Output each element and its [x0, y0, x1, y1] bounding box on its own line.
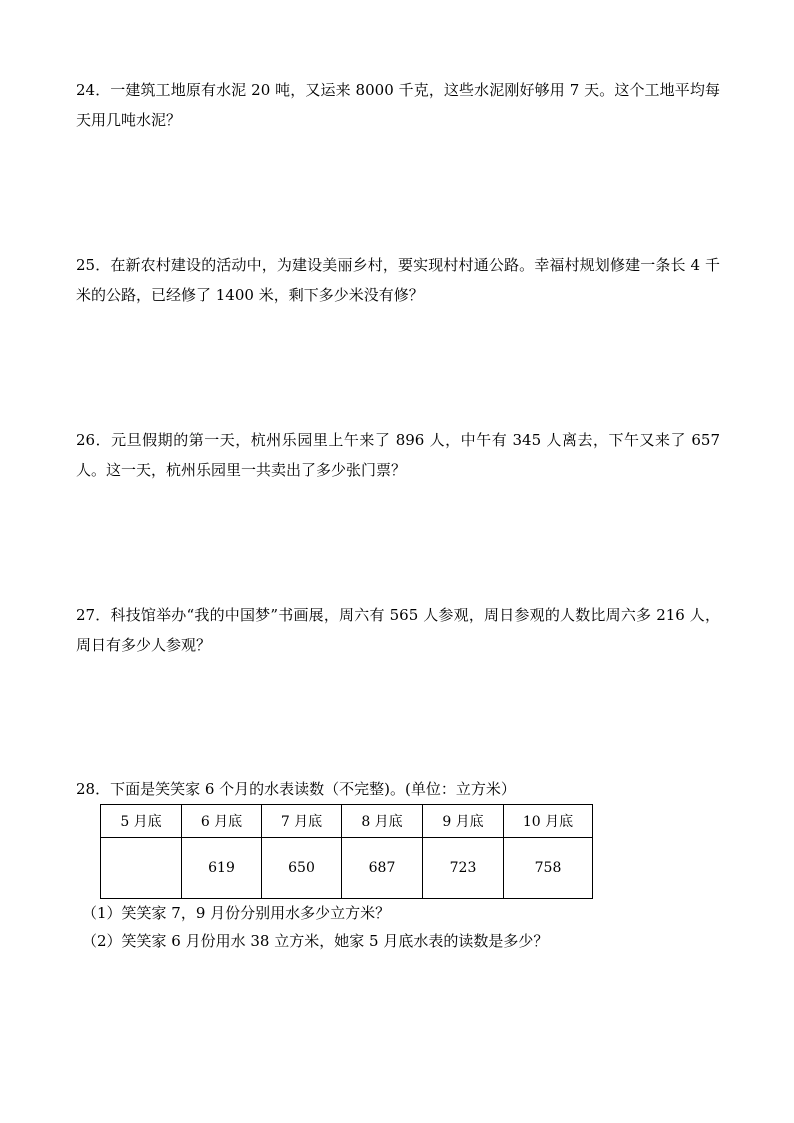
question-27-text: 27．科技馆举办“我的中国梦”书画展，周六有 565 人参观，周日参观的人数比周六多 216 人，周日有多少人参观？ [76, 606, 720, 654]
table-header-cell: 10 月底 [504, 805, 593, 838]
table-cell: 687 [342, 838, 423, 899]
question-28-text: 28．下面是笑笑家 6 个月的水表读数（不完整)。(单位：立方米） [76, 780, 516, 798]
table-header-cell: 7 月底 [262, 805, 342, 838]
table-row [101, 838, 593, 899]
question-28 [76, 775, 720, 803]
table-header-row [101, 805, 593, 838]
question-26 [76, 425, 720, 485]
table-cell: 650 [262, 838, 342, 899]
table-header-cell: 8 月底 [342, 805, 423, 838]
table-cell: 723 [423, 838, 504, 899]
table-header-cell: 6 月底 [182, 805, 262, 838]
question-25 [76, 250, 720, 310]
water-meter-table [100, 804, 593, 899]
question-24-text: 24．一建筑工地原有水泥 20 吨，又运来 8000 千克，这些水泥刚好够用 7 天。这个工地平均每天用几吨水泥？ [76, 81, 720, 129]
table-header-cell: 9 月底 [423, 805, 504, 838]
question-25-text: 25．在新农村建设的活动中，为建设美丽乡村，要实现村村通公路。幸福村规划修建一条长 4 千米的公路，已经修了 1400 米，剩下多少米没有修？ [76, 256, 720, 304]
table-cell [101, 838, 182, 899]
question-26-text: 26．元旦假期的第一天，杭州乐园里上午来了 896 人，中午有 345 人离去，下午又来了 657 人。这一天，杭州乐园里一共卖出了多少张门票？ [76, 431, 720, 479]
subquestion-1: （1）笑笑家 7，9 月份分别用水多少立方米？ [82, 904, 391, 922]
table-cell: 619 [182, 838, 262, 899]
question-24 [76, 75, 720, 135]
subquestion-2: （2）笑笑家 6 月份用水 38 立方米，她家 5 月底水表的读数是多少？ [82, 932, 549, 950]
table-header-cell: 5 月底 [101, 805, 182, 838]
table-cell: 758 [504, 838, 593, 899]
question-27 [76, 600, 720, 660]
